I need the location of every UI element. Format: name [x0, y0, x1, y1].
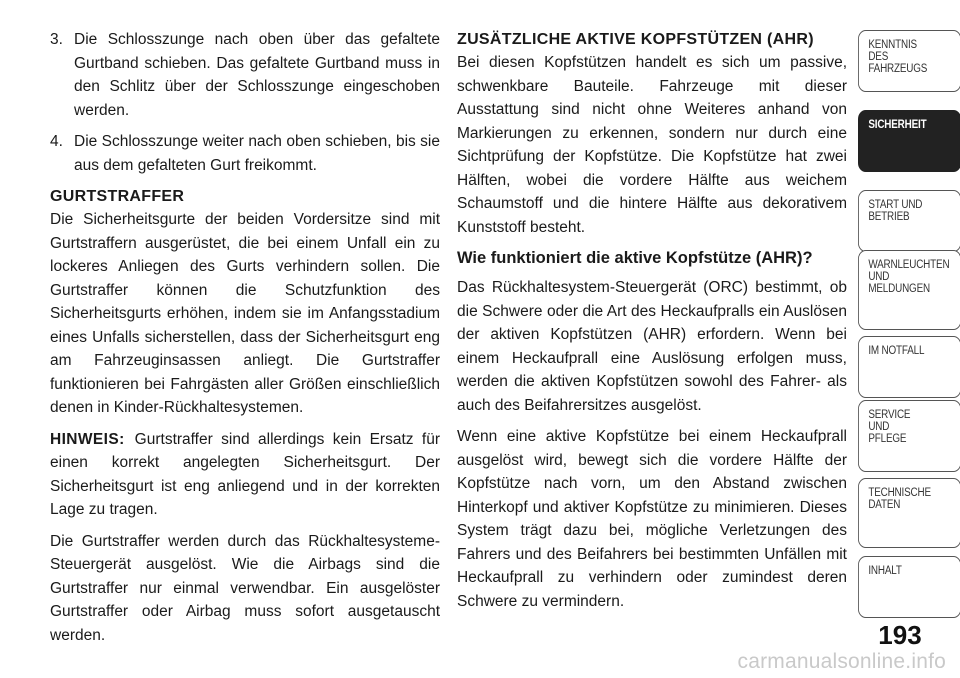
tab-sicherheit[interactable]: SICHERHEIT [858, 110, 960, 172]
paragraph: Bei diesen Kopfstützen handelt es sich um passive, schwenkbare Bauteile. Fahrzeuge mit dieser Ausstattung sind nicht ohne Weiteres anhand von Markierungen zu erkennen, sondern nur durch eine Sichtprüfung der Kopfstütze. Die Kopfstütze hat zwei Hälften, wobei die vordere Hälfte aus weichem Schaumstoff und die hintere Hälfte aus dekorativem Kunststoff besteht. [457, 54, 847, 236]
tab-kenntnis-des-fahrzeugs[interactable]: KENNTNIS DES FAHRZEUGS [858, 30, 960, 92]
right-column [457, 28, 847, 621]
note-label: HINWEIS: [50, 430, 125, 448]
paragraph: Wenn eine aktive Kopfstütze bei einem Heckaufprall ausgelöst wird, bewegt sich die vordere Hälfte der Kopfstütze nach vorn, um den Abstand zwischen Hinterkopf und aktiver Kopfstütze zu minimieren. Dieses System trägt dazu bei, mögliche Verletzungen des Fahrers und des Beifahrers bei bestimmten Unfällen mit Heckaufprall zu verhindern oder zumindest deren Schwere zu vermindern. [457, 428, 847, 610]
left-column [50, 28, 440, 655]
tab-warnleuchten[interactable]: WARNLEUCHTEN UND MELDUNGEN [858, 250, 960, 330]
list-number: 3. [50, 31, 63, 48]
list-text: Die Schlosszunge weiter nach oben schieben, bis sie aus dem gefalteten Gurt freikommt. [74, 133, 440, 174]
note-paragraph [50, 428, 440, 522]
note-text: Gurtstraffer sind allerdings kein Ersatz für einen korrekt angelegten Sicherheitsgurt. Der Sicherheitsgurt ist eng anliegend und in der korrekten Lage zu tragen. [50, 430, 440, 518]
section-heading-kopfstuetzen: ZUSÄTZLICHE AKTIVE KOPFSTÜTZEN (AHR) [457, 31, 814, 48]
paragraph: Die Gurtstraffer werden durch das Rückhaltesysteme-Steuergerät ausgelöst. Wie die Airbags sind die Gurtstraffer nur einmal verwendbar. Ein ausgelöster Gurtstraffer oder Airbag muss sofort ausgetauscht werden. [50, 532, 440, 644]
paragraph: Die Sicherheitsgurte der beiden Vordersitze sind mit Gurtstraffern ausgerüstet, die bei einem Unfall ein zu lockeres Anliegen des Gurts verhindern sollen. Die Gurtstraffer können die Schutzfunktion des Sicherheitsgurts erhöhen, indem sie im Anfangsstadium eines Unfalls sicherstellen, dass der Sicherheitsgurt eng am Fahrzeuginsassen anliegt. Die Gurtstraffer funktionieren bei Fahrgästen aller Größen einschließlich denen in Kinder-Rückhaltesystemen. [50, 211, 440, 416]
chapter-tabs [858, 0, 960, 678]
tab-im-notfall[interactable]: IM NOTFALL [858, 336, 960, 398]
section-heading-gurtstraffer: GURTSTRAFFER [50, 188, 185, 205]
paragraph: Das Rückhaltesystem-Steuergerät (ORC) bestimmt, ob die Schwere oder die Art des Heckaufpralls ein Auslösen der aktiven Kopfstützen (AHR) erfordern. Wenn bei einem Heckaufprall eine Auslösung erfolgen muss, werden die aktiven Kopfstützen sowohl des Fahrer- als auch des Beifahrersitzes ausgelöst. [457, 279, 847, 414]
tab-technische-daten[interactable]: TECHNISCHE DATEN [858, 478, 960, 548]
list-item-3 [50, 28, 440, 122]
tab-service-und-pflege[interactable]: SERVICE UND PFLEGE [858, 400, 960, 472]
subheading: Wie funktioniert die aktive Kopfstütze (AHR)? [457, 249, 813, 267]
list-item-4 [50, 130, 440, 177]
list-text: Die Schlosszunge nach oben über das gefaltete Gurtband schieben. Das gefaltete Gurtband muss in den Schlitz über der Schlosszunge eingeschoben werden. [74, 31, 440, 119]
tab-inhalt[interactable]: INHALT [858, 556, 960, 618]
watermark: carmanualsonline.info [737, 650, 946, 673]
list-number: 4. [50, 133, 63, 150]
page-number: 193 [878, 620, 922, 650]
tab-start-und-betrieb[interactable]: START UND BETRIEB [858, 190, 960, 252]
